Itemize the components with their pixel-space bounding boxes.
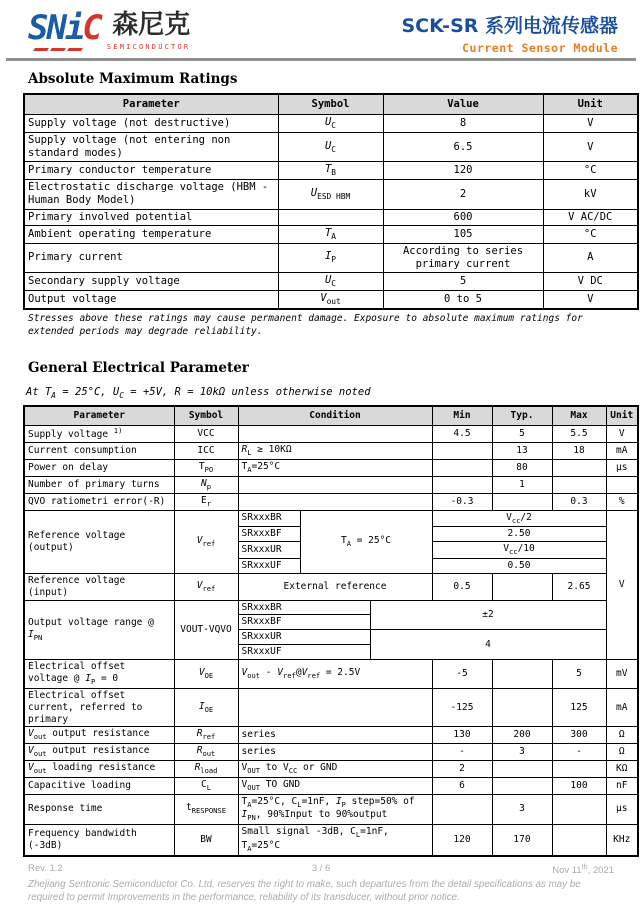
model-cell: SRxxxUF	[238, 645, 370, 660]
min-cell: 6	[432, 777, 492, 794]
max-cell	[552, 825, 606, 856]
value-cell: 2	[383, 180, 543, 209]
amr-col-parameter: Parameter	[24, 94, 278, 115]
gep-col-typ: Typ.	[492, 406, 552, 425]
gep-col-max: Max	[552, 406, 606, 425]
logo-c-text: C	[82, 8, 101, 48]
gep-col-parameter: Parameter	[24, 406, 174, 425]
min-cell: 130	[432, 727, 492, 744]
gep-row	[24, 660, 638, 689]
model-cell: SRxxxBF	[238, 527, 300, 542]
max-cell: -	[552, 744, 606, 761]
amr-row	[24, 133, 638, 162]
param-cell: Output voltage	[24, 290, 278, 308]
param-cell: Reference voltage (output)	[24, 510, 174, 573]
typ-cell	[492, 777, 552, 794]
param-cell: Response time	[24, 794, 174, 825]
footer-disclaimer: Zhejiang Sentronic Semiconductor Co. Ltd. reserves the right to make, such departures from the detail specifications as may be required to permit Improvements in the performance, reliability of its transducer, without prior notice.	[28, 878, 581, 903]
value-cell: ±2	[370, 600, 606, 630]
footer-date: Nov 11th, 2021	[552, 862, 614, 876]
unit-cell: V	[543, 133, 638, 162]
unit-cell: μs	[606, 794, 638, 825]
amr-row	[24, 162, 638, 180]
value-cell: $V_{cc}/2$	[432, 510, 606, 527]
page-footer	[10, 863, 632, 904]
value-cell: 120	[383, 162, 543, 180]
symbol-cell: $N_p$	[174, 476, 238, 493]
min-cell: -	[432, 744, 492, 761]
symbol-cell: $U_C$	[278, 133, 383, 162]
max-cell	[552, 794, 606, 825]
value-cell: According to series primary current	[383, 243, 543, 272]
amr-row	[24, 180, 638, 209]
min-cell: 0.5	[432, 573, 492, 600]
symbol-cell: VOUT-VQVO	[174, 600, 238, 660]
value-cell: 5	[383, 272, 543, 290]
logo-chinese-name: 森尼克	[112, 10, 191, 40]
unit-cell: mA	[606, 443, 638, 460]
symbol-cell: $I_{OE}$	[174, 688, 238, 727]
gep-row	[24, 493, 638, 510]
param-cell: Power on delay	[24, 460, 174, 477]
gep-col-unit: Unit	[606, 406, 638, 425]
symbol-cell: ICC	[174, 443, 238, 460]
symbol-cell: $t_{RESPONSE}$	[174, 794, 238, 825]
symbol-cell: $V_{ref}$	[174, 573, 238, 600]
condition-cell	[238, 426, 432, 443]
unit-cell: A	[543, 243, 638, 272]
amr-note: Stresses above these ratings may cause permanent damage. Exposure to absolute maximum ratings for extended periods may degrade reliability.	[28, 312, 583, 337]
model-cell: SRxxxBR	[238, 510, 300, 527]
unit-cell: KHz	[606, 825, 638, 856]
param-cell: Current consumption	[24, 443, 174, 460]
param-cell: Supply voltage $^{1)}$	[24, 426, 174, 443]
gep-row	[24, 443, 638, 460]
model-cell: SRxxxUR	[238, 542, 300, 559]
amr-row	[24, 272, 638, 290]
gep-col-min: Min	[432, 406, 492, 425]
typ-cell: 5	[492, 426, 552, 443]
page-header	[0, 0, 642, 55]
param-cell: Frequency bandwidth (-3dB)	[24, 825, 174, 856]
condition-cell: $T_A = 25^\circ C$	[300, 510, 432, 573]
symbol-cell: $E_r$	[174, 493, 238, 510]
value-cell: 2.50	[432, 527, 606, 542]
condition-cell	[238, 493, 432, 510]
symbol-cell: $V_{ref}$	[174, 510, 238, 573]
symbol-cell: $U_{ESD HBM}$	[278, 180, 383, 209]
condition-cell: series	[238, 744, 432, 761]
param-cell: Electrostatic discharge voltage (HBM - Human Body Model)	[24, 180, 278, 209]
logo-sni-text: SNi	[28, 8, 84, 48]
min-cell	[432, 476, 492, 493]
condition-cell	[238, 688, 432, 727]
min-cell: -0.3	[432, 493, 492, 510]
max-cell: 0.3	[552, 493, 606, 510]
max-cell: 2.65	[552, 573, 606, 600]
gep-row-out-range	[24, 600, 638, 615]
gep-row-ref-out	[24, 510, 638, 527]
param-cell: Electrical offset current, referred to primary	[24, 688, 174, 727]
symbol-cell: $V_{OE}$	[174, 660, 238, 689]
min-cell: 2	[432, 760, 492, 777]
param-cell: Capacitive loading	[24, 777, 174, 794]
gep-table	[23, 405, 639, 856]
symbol-cell: $T_A$	[278, 225, 383, 243]
symbol-cell: BW	[174, 825, 238, 856]
max-cell: 100	[552, 777, 606, 794]
min-cell: -125	[432, 688, 492, 727]
value-cell: 105	[383, 225, 543, 243]
typ-cell: 1	[492, 476, 552, 493]
gep-col-condition: Condition	[238, 406, 432, 425]
amr-row	[24, 209, 638, 225]
condition-cell: $T_A=25^\circ C$	[238, 460, 432, 477]
symbol-cell: $T_B$	[278, 162, 383, 180]
typ-cell	[492, 760, 552, 777]
gep-row	[24, 777, 638, 794]
typ-cell: 200	[492, 727, 552, 744]
symbol-cell: $R_{ref}$	[174, 727, 238, 744]
unit-cell: V AC/DC	[543, 209, 638, 225]
max-cell: 125	[552, 688, 606, 727]
value-cell: 600	[383, 209, 543, 225]
param-cell: Supply voltage (not destructive)	[24, 115, 278, 133]
condition-cell: $V_{OUT}$ TO GND	[238, 777, 432, 794]
model-cell: SRxxxUR	[238, 630, 370, 645]
amr-header-row	[24, 94, 638, 115]
param-cell: Supply voltage (not entering non standard modes)	[24, 133, 278, 162]
param-cell: Primary conductor temperature	[24, 162, 278, 180]
min-cell: 4.5	[432, 426, 492, 443]
typ-cell: 3	[492, 794, 552, 825]
value-cell: 6.5	[383, 133, 543, 162]
param-cell: Ambient operating temperature	[24, 225, 278, 243]
footer-meta-row	[10, 863, 632, 876]
param-cell: Number of primary turns	[24, 476, 174, 493]
typ-cell	[492, 573, 552, 600]
gep-row	[24, 476, 638, 493]
min-cell	[432, 443, 492, 460]
condition-cell: $T_A=25^\circ C$, $C_L=1nF$, $I_P$ step=50% of $I_{PN}$, 90%Input to 90%output	[238, 794, 432, 825]
typ-cell	[492, 493, 552, 510]
symbol-cell: $C_L$	[174, 777, 238, 794]
value-cell: 0 to 5	[383, 290, 543, 308]
param-cell: Primary involved potential	[24, 209, 278, 225]
logo-wordmark	[28, 8, 101, 48]
unit-cell	[606, 476, 638, 493]
gep-section-heading: General Electrical Parameter	[28, 360, 249, 377]
symbol-cell	[278, 209, 383, 225]
amr-col-symbol: Symbol	[278, 94, 383, 115]
typ-cell: 3	[492, 744, 552, 761]
logo-stripes-decoration	[34, 48, 82, 51]
amr-row	[24, 243, 638, 272]
unit-cell: V	[606, 426, 638, 443]
max-cell	[552, 460, 606, 477]
title-block	[401, 8, 632, 55]
unit-cell: °C	[543, 162, 638, 180]
typ-cell: 80	[492, 460, 552, 477]
gep-row	[24, 727, 638, 744]
gep-row	[24, 460, 638, 477]
min-cell	[432, 460, 492, 477]
gep-row	[24, 426, 638, 443]
value-cell: 4	[370, 630, 606, 660]
doc-subtitle: Current Sensor Module	[462, 41, 618, 55]
symbol-cell: $U_C$	[278, 272, 383, 290]
amr-col-value: Value	[383, 94, 543, 115]
min-cell: 120	[432, 825, 492, 856]
param-cell: $V_{out}$ output resistance	[24, 744, 174, 761]
max-cell	[552, 760, 606, 777]
unit-cell: °C	[543, 225, 638, 243]
unit-cell: V DC	[543, 272, 638, 290]
unit-cell: KΩ	[606, 760, 638, 777]
min-cell	[432, 794, 492, 825]
amr-section-heading: Absolute Maximum Ratings	[28, 71, 238, 87]
logo-chinese-block	[107, 8, 190, 51]
model-cell: SRxxxBF	[238, 615, 370, 630]
typ-cell: 13	[492, 443, 552, 460]
logo-semiconductor-label: SEMICONDUCTOR	[106, 43, 191, 51]
max-cell	[552, 476, 606, 493]
param-cell: $V_{out}$ loading resistance	[24, 760, 174, 777]
param-cell: Reference voltage (input)	[24, 573, 174, 600]
min-cell: -5	[432, 660, 492, 689]
model-cell: SRxxxBR	[238, 600, 370, 615]
gep-row	[24, 688, 638, 727]
amr-row	[24, 115, 638, 133]
param-cell: Electrical offset voltage @ $I_P = 0$	[24, 660, 174, 689]
condition-cell	[238, 476, 432, 493]
typ-cell: 170	[492, 825, 552, 856]
max-cell: 5	[552, 660, 606, 689]
company-logo	[28, 8, 190, 51]
symbol-cell: $I_P$	[278, 243, 383, 272]
condition-cell: series	[238, 727, 432, 744]
condition-cell: $V_{out}$ - $V_{ref}@V_{ref} = 2.5V$	[238, 660, 432, 689]
unit-cell: μs	[606, 460, 638, 477]
value-cell: $V_{cc}/10$	[432, 542, 606, 559]
unit-cell: nF	[606, 777, 638, 794]
symbol-cell: $V_{out}$	[278, 290, 383, 308]
unit-cell: mA	[606, 688, 638, 727]
symbol-cell: $U_C$	[278, 115, 383, 133]
max-cell: 18	[552, 443, 606, 460]
value-cell: 8	[383, 115, 543, 133]
unit-cell: Ω	[606, 727, 638, 744]
value-cell: 0.50	[432, 558, 606, 573]
max-cell: 5.5	[552, 426, 606, 443]
unit-cell: V	[543, 115, 638, 133]
gep-row	[24, 794, 638, 825]
gep-row	[24, 744, 638, 761]
typ-cell	[492, 688, 552, 727]
amr-row	[24, 290, 638, 308]
param-cell: $V_{out}$ output resistance	[24, 727, 174, 744]
condition-cell: Small signal -3dB, $C_L=1nF$, $T_A=25^\circ C$	[238, 825, 432, 856]
amr-row	[24, 225, 638, 243]
gep-condition-note: At $T_A = 25^\circ C$, $U_C = +5V$, R = 10kΩ unless otherwise noted	[26, 386, 371, 401]
gep-row	[24, 760, 638, 777]
unit-cell: mV	[606, 660, 638, 689]
param-cell: Primary current	[24, 243, 278, 272]
symbol-cell: VCC	[174, 426, 238, 443]
condition-cell: $R_L \ge 10K\Omega$	[238, 443, 432, 460]
unit-cell: V	[606, 510, 638, 660]
amr-table	[23, 93, 639, 310]
condition-cell: $V_{OUT}$ to $V_{CC}$ or GND	[238, 760, 432, 777]
param-cell: QVO ratiometri error(-R)	[24, 493, 174, 510]
footer-revision: Rev. 1.2	[28, 862, 63, 874]
unit-cell: Ω	[606, 744, 638, 761]
header-divider	[6, 58, 636, 61]
gep-header-row	[24, 406, 638, 425]
param-cell: Secondary supply voltage	[24, 272, 278, 290]
symbol-cell: $R_{out}$	[174, 744, 238, 761]
doc-title: SCK-SR 系列电流传感器	[401, 15, 618, 37]
max-cell: 300	[552, 727, 606, 744]
model-cell: SRxxxUF	[238, 558, 300, 573]
param-cell: Output voltage range @ $I_{PN}$	[24, 600, 174, 660]
symbol-cell: $R_{load}$	[174, 760, 238, 777]
gep-row	[24, 825, 638, 856]
unit-cell: V	[543, 290, 638, 308]
gep-row-ref-in	[24, 573, 638, 600]
unit-cell: %	[606, 493, 638, 510]
unit-cell: kV	[543, 180, 638, 209]
footer-page-number: 3 / 6	[311, 862, 331, 874]
symbol-cell: $T_{PO}$	[174, 460, 238, 477]
gep-col-symbol: Symbol	[174, 406, 238, 425]
amr-col-unit: Unit	[543, 94, 638, 115]
condition-cell: External reference	[238, 573, 432, 600]
typ-cell	[492, 660, 552, 689]
